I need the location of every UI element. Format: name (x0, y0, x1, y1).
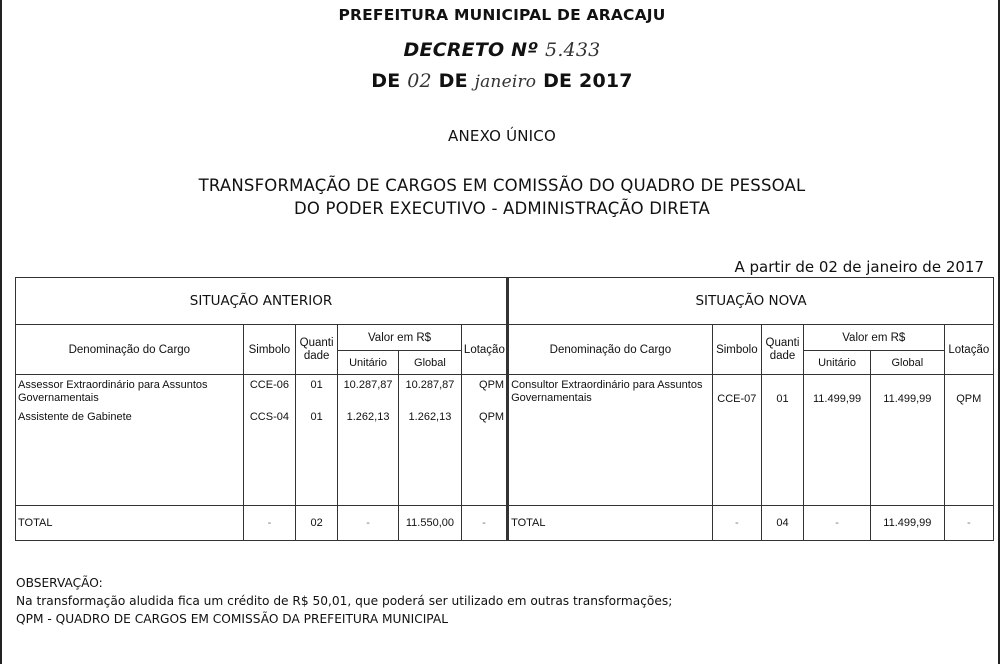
col-header-global: Global (398, 351, 461, 375)
simbolo-value: CCS-04 (249, 411, 289, 423)
cargo-name: Assistente de Gabinete (18, 411, 132, 423)
total-unitario: - (803, 506, 870, 541)
table-row (16, 375, 994, 506)
total-simbolo: - (712, 506, 761, 541)
col-header-simbolo: Simbolo (712, 325, 761, 375)
cargo-name: Assessor Extraordinário para Assuntos Governamentais (18, 379, 208, 404)
col-header-valor: Valor em R$ (338, 325, 462, 351)
quantidade-cell (762, 375, 804, 506)
section-new-title: SITUAÇÃO NOVA (508, 278, 994, 325)
lotacao-value: QPM (479, 411, 505, 423)
total-lotacao: - (461, 506, 507, 541)
total-quantidade: 04 (762, 506, 804, 541)
org-title: PREFEITURA MUNICIPAL DE ARACAJU (338, 6, 666, 24)
unitario-cell (803, 375, 870, 506)
unitario-value: 10.287,87 (343, 379, 393, 391)
total-label: TOTAL (16, 506, 244, 541)
col-header-lotacao: Lotação (944, 325, 993, 375)
col-header-quantidade: Quanti dade (762, 325, 804, 375)
total-global: 11.499,99 (871, 506, 944, 541)
global-cell (871, 375, 944, 506)
effective-date: A partir de 02 de janeiro de 2017 (734, 258, 984, 276)
date-day: 02 (407, 70, 432, 92)
total-global: 11.550,00 (398, 506, 461, 541)
col-header-unitario: Unitário (338, 351, 399, 375)
total-label: TOTAL (508, 506, 713, 541)
section-previous-title: SITUAÇÃO ANTERIOR (16, 278, 508, 325)
observation-line: QPM - QUADRO DE CARGOS EM COMISSÃO DA PREFEITURA MUNICIPAL (16, 612, 448, 626)
total-row (16, 506, 994, 541)
decree-number: 5.433 (545, 39, 601, 61)
col-header-simbolo: Simbolo (243, 325, 295, 375)
date-de-2: DE (438, 70, 468, 92)
simbolo-cell (712, 375, 761, 506)
unitario-value: 11.499,99 (812, 393, 862, 405)
quantidade-value: 01 (310, 411, 323, 423)
cargo-cell (508, 375, 713, 506)
observations (16, 574, 976, 628)
quantidade-cell (296, 375, 338, 506)
total-unitario: - (338, 506, 399, 541)
col-header-cargo: Denominação do Cargo (508, 325, 713, 375)
cargos-table (15, 277, 994, 541)
unitario-value: 1.262,13 (346, 411, 390, 423)
decree-date (2, 70, 1000, 92)
col-header-unitario: Unitário (803, 351, 870, 375)
doc-title-line2: DO PODER EXECUTIVO - ADMINISTRAÇÃO DIRETA (294, 199, 710, 218)
unitario-cell (338, 375, 399, 506)
simbolo-value: CCE-07 (717, 393, 757, 405)
decree-prefix: DECRETO Nº (403, 39, 539, 61)
col-header-valor: Valor em R$ (803, 325, 944, 351)
cargo-name: Consultor Extraordinário para Assuntos Governamentais (511, 379, 703, 404)
lotacao-cell (461, 375, 507, 506)
total-lotacao: - (944, 506, 993, 541)
global-value: 1.262,13 (408, 411, 452, 423)
quantidade-value: 01 (776, 393, 789, 405)
lotacao-value: QPM (479, 379, 505, 391)
doc-title-line1: TRANSFORMAÇÃO DE CARGOS EM COMISSÃO DO QUADRO DE PESSOAL (198, 176, 806, 195)
col-header-cargo: Denominação do Cargo (16, 325, 244, 375)
lotacao-cell (944, 375, 993, 506)
date-de-3: DE 2017 (543, 70, 633, 92)
col-header-quantidade: Quanti dade (296, 325, 338, 375)
quantidade-value: 01 (310, 379, 323, 391)
col-header-global: Global (871, 351, 944, 375)
observation-label: OBSERVAÇÃO: (16, 576, 103, 590)
simbolo-value: CCE-06 (249, 379, 289, 391)
total-quantidade: 02 (296, 506, 338, 541)
lotacao-value: QPM (956, 393, 982, 405)
observation-line: Na transformação aludida fica um crédito de R$ 50,01, que poderá ser utilizado em outras transformações; (16, 594, 673, 608)
total-simbolo: - (243, 506, 295, 541)
global-value: 11.499,99 (883, 393, 932, 405)
col-header-lotacao: Lotação (461, 325, 507, 375)
simbolo-cell (243, 375, 295, 506)
date-month: janeiro (474, 72, 537, 92)
global-value: 10.287,87 (405, 379, 455, 391)
global-cell (398, 375, 461, 506)
date-de-1: DE (371, 70, 401, 92)
annex-title: ANEXO ÚNICO (448, 127, 556, 145)
decree-line (2, 39, 1000, 61)
cargo-cell (16, 375, 244, 506)
